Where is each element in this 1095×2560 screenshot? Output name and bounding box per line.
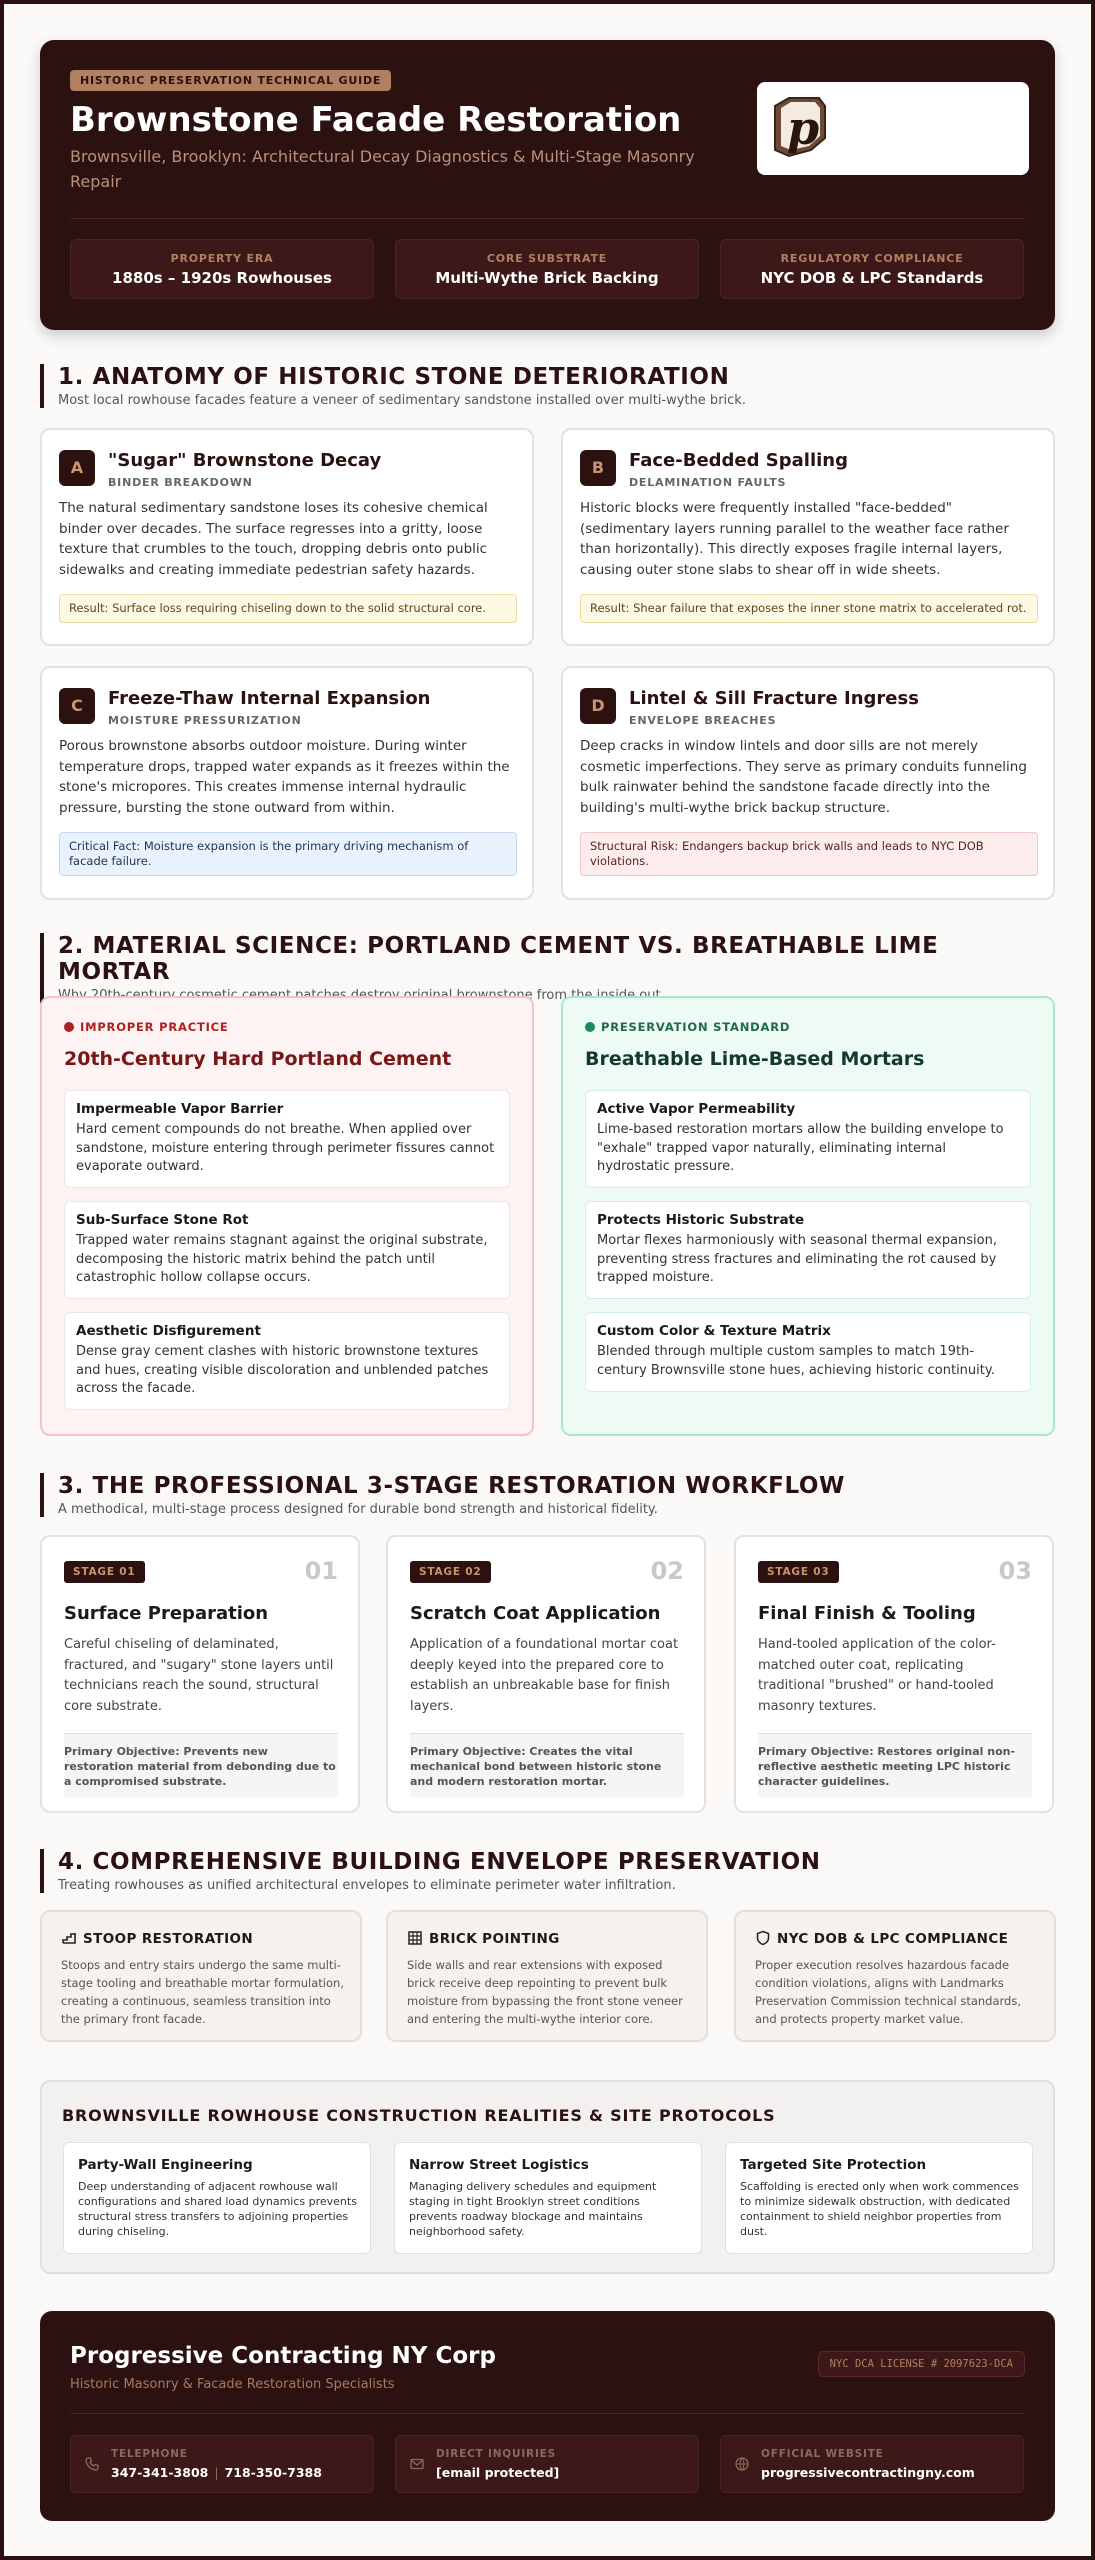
guide-tag: HISTORIC PRESERVATION TECHNICAL GUIDE [70,70,391,91]
section-workflow-heading [40,1473,1055,1517]
card-badge: B [580,450,616,486]
item-title: Custom Color & Texture Matrix [597,1323,831,1339]
panel-title: 20th-Century Hard Portland Cement [64,1048,452,1070]
item-title: Impermeable Vapor Barrier [76,1101,284,1117]
contact-website [720,2435,1024,2493]
item-title: Aesthetic Disfigurement [76,1323,261,1339]
card-title: "Sugar" Brownstone Decay [108,450,382,471]
stage-tag: STAGE 02 [410,1561,491,1583]
stage-title: Final Finish & Tooling [758,1603,976,1624]
reality-text: Deep understanding of adjacent rowhouse wall configurations and shared load dynamics prevents structural stress transfers to adjoining properties during chiseling. [78,2180,357,2238]
reality-card [725,2142,1033,2254]
section-title: 4. COMPREHENSIVE BUILDING ENVELOPE PRESERVATION [58,1849,821,1875]
footer [40,2311,1055,2521]
globe-icon [734,2456,750,2472]
item-title: Protects Historic Substrate [597,1212,805,1228]
stage-number: 02 [650,1557,684,1585]
contact-label: DIRECT INQUIRIES [436,2448,556,2460]
card-badge: C [59,688,95,724]
item-text: Lime-based restoration mortars allow the building envelope to "exhale" trapped vapor naturally, eliminating internal hydrostatic pressure. [597,1122,1004,1174]
status-dot-icon [585,1022,595,1032]
card-body: Porous brownstone absorbs outdoor moisture. During winter temperature drops, trapped water expands as it freezes within the stone's micropores. This creates immense internal hydraulic pressure, bursting the stone outward from within. [59,738,510,816]
company-tagline: Historic Masonry & Facade Restoration Specialists [70,2377,395,2392]
stage-number: 01 [304,1557,338,1585]
stage-objective: Primary Objective: Prevents new restoration material from debonding due to a compromised substrate. [64,1733,338,1797]
reality-card [394,2142,702,2254]
envelope-card-compliance [734,1910,1056,2042]
title-text: NYC DOB & LPC COMPLIANCE [777,1931,1009,1947]
title-text: STOOP RESTORATION [83,1931,254,1947]
lime-mortar-panel [561,996,1055,1436]
item-title: Active Vapor Permeability [597,1101,796,1117]
section-desc: A methodical, multi-stage process designed for durable bond strength and historical fidelity. [58,1502,658,1517]
section-desc: from [536,988,568,1003]
stage-body: Application of a foundational mortar coat deeply keyed into the prepared core to establish an unbreakable base for finish layers. [410,1637,679,1714]
card-kicker: MOISTURE PRESSURIZATION [108,714,302,727]
section-desc: Treating rowhouses as unified architectural envelopes to eliminate perimeter water infiltration. [58,1878,676,1893]
shield-icon [755,1930,771,1946]
stage-number: 03 [998,1557,1032,1585]
hero-header [40,40,1055,330]
metric-value: 1880s – 1920s Rowhouses [112,269,332,287]
envelope-card-title [61,1930,253,1947]
card-callout: Result: Surface loss requiring chiseling down to the solid structural core. [59,594,517,623]
realities-title: BROWNSVILLE ROWHOUSE CONSTRUCTION REALITIES & SITE PROTOCOLS [62,2106,776,2125]
card-badge: D [580,688,616,724]
metric-label: CORE SUBSTRATE [486,252,608,265]
metric-label: REGULATORY COMPLIANCE [780,252,964,265]
good-item [585,1312,1031,1392]
stairs-icon [61,1930,77,1946]
reality-title: Targeted Site Protection [740,2157,927,2173]
svg-text:p: p [787,101,820,155]
footer-divider [70,2413,1025,2414]
envelope-card-body: Side walls and rear extensions with exposed brick receive deep repointing to prevent bulk moisture from bypassing the front stone veneer and entering the multi-wythe interior core. [407,1958,683,2026]
section-anatomy-heading [40,364,1055,408]
status-dot-icon [64,1022,74,1032]
phone-icon [84,2456,100,2472]
stage-body: Hand-tooled application of the color-matched outer coat, replicating traditional "brushed" or hand-tooled masonry textures. [758,1637,996,1714]
bad-item [64,1312,510,1410]
metric-regulatory-compliance [720,239,1024,299]
metric-property-era [70,239,374,299]
reality-title: Narrow Street Logistics [409,2157,589,2173]
improper-practice-tag [64,1020,229,1034]
company-logo [757,82,1029,175]
phone-number-link[interactable]: 718-350-7388 [224,2465,322,2480]
anatomy-card-d [561,666,1055,900]
good-item [585,1201,1031,1299]
anatomy-card-a [40,428,534,646]
email-link[interactable]: [email protected] [436,2465,560,2480]
card-badge: A [59,450,95,486]
title-text: BRICK POINTING [429,1931,560,1947]
p-monogram-logo-icon [767,92,831,164]
envelope-card-stoop [40,1910,362,2042]
metric-value: NYC DOB & LPC Standards [760,269,984,287]
anatomy-card-b [561,428,1055,646]
bad-item [64,1090,510,1188]
header-divider [70,218,1025,219]
reality-text: Scaffolding is erected only when work commences to minimize sidewalk obstruction, with dedicated containment to shield neighbor properties from dust. [740,2180,1019,2238]
item-text: Blended through multiple custom samples to match 19th-century Brownsville stone hues, achieving historic continuity. [597,1344,995,1378]
stage-objective: Primary Objective: Creates the vital mechanical bond between historic stone and modern restoration mortar. [410,1733,684,1797]
company-name: Progressive Contracting NY Corp [70,2343,496,2369]
preservation-standard-tag [585,1020,790,1034]
contact-email [395,2435,699,2493]
realities-panel [40,2080,1055,2274]
card-body: Historic blocks were frequently installed "face-bedded" (sedimentary layers running parallel to the weather face rather than horizontally). This directly exposes fragile internal layers, causing outer stone slabs to shear off in wide sheets. [580,500,1009,578]
stage-tag: STAGE 01 [64,1561,145,1583]
anatomy-card-c [40,666,534,900]
contact-value [111,2465,322,2480]
section-title: 3. THE PROFESSIONAL 3-STAGE RESTORATION WORKFLOW [58,1473,846,1499]
stage-card-3 [734,1535,1054,1813]
section-title: 2. MATERIAL SCIENCE: PORTLAND CEMENT VS. BREATHABLE LIME MORTAR [58,933,939,985]
stage-title: Scratch Coat Application [410,1603,661,1624]
stage-tag: STAGE 03 [758,1561,839,1583]
tag-label: PRESERVATION STANDARD [601,1020,791,1034]
section-desc: Most local rowhouse facades feature a veneer of sedimentary sandstone installed over multi-wythe brick. [58,393,746,408]
item-text: Dense gray cement clashes with historic brownstone textures and hues, creating visible discoloration and unblended patches across the facade. [76,1344,489,1396]
reality-card [63,2142,371,2254]
card-title: Face-Bedded Spalling [629,450,848,471]
website-link[interactable]: progressivecontractingny.com [761,2465,975,2480]
item-title: Sub-Surface Stone Rot [76,1212,249,1228]
stage-card-2 [386,1535,706,1813]
phone-number-link[interactable]: 347-341-3808 [111,2465,209,2480]
panel-title: Breathable Lime-Based Mortars [585,1048,925,1070]
brick-grid-icon [407,1930,423,1946]
license-badge: NYC DCA LICENSE # 2097623-DCA [818,2351,1025,2377]
item-text: Trapped water remains stagnant against the original substrate, decomposing the historic matrix behind the patch until catastrophic hollow collapse occurs. [76,1233,488,1285]
section-title: 1. ANATOMY OF HISTORIC STONE DETERIORATION [58,364,730,390]
card-callout: Critical Fact: Moisture expansion is the primary driving mechanism of facade failure. [59,832,517,876]
card-title: Freeze-Thaw Internal Expansion [108,688,431,709]
reality-title: Party-Wall Engineering [78,2157,253,2173]
stage-objective: Primary Objective: Restores original non-reflective aesthetic meeting LPC historic character guidelines. [758,1733,1032,1797]
section-envelope-heading [40,1849,1055,1893]
card-kicker: ENVELOPE BREACHES [629,714,777,727]
metric-label: PROPERTY ERA [170,252,274,265]
metric-core-substrate [395,239,699,299]
card-callout: Structural Risk: Endangers backup brick walls and leads to NYC DOB violations. [580,832,1038,876]
page [4,4,1091,2556]
page-title: Brownstone Facade Restoration [70,100,682,140]
tag-label: IMPROPER PRACTICE [80,1020,229,1034]
section-material-heading [40,933,1055,1003]
stage-title: Surface Preparation [64,1603,269,1624]
stage-body: Careful chiseling of delaminated, fractured, and "sugary" stone layers until technicians reach the sound, structural core substrate. [64,1637,334,1714]
reality-text: Managing delivery schedules and equipment staging in tight Brooklyn street conditions prevents roadway blockage and maintains neighborhood safety. [409,2180,657,2238]
item-text: Mortar flexes harmoniously with seasonal thermal expansion, preventing stress fractures and eliminating the rot caused by trapped moisture. [597,1233,997,1285]
card-title: Lintel & Sill Fracture Ingress [629,688,919,709]
mail-icon [409,2456,425,2472]
contact-label: TELEPHONE [111,2448,188,2460]
card-body: Deep cracks in window lintels and door sills are not merely cosmetic imperfections. They serve as primary conduits funneling bulk rainwater behind the sandstone facade directly into the building's multi-wythe brick backup structure. [580,738,1027,816]
page-subtitle: Brownsville, Brooklyn: Architectural Decay Diagnostics & Multi-Stage Masonry Repair [70,147,695,191]
card-body: The natural sedimentary sandstone loses its cohesive chemical binder over decades. The surface regresses into a gritty, loose texture that crumbles to the touch, dropping debris onto public sidewalks and creating immediate pedestrian safety hazards. [59,500,488,578]
bad-item [64,1201,510,1299]
envelope-card-body: Proper execution resolves hazardous facade condition violations, aligns with Landmarks Preservation Commission technical standards, and protects property market value. [755,1958,1021,2026]
metric-value: Multi-Wythe Brick Backing [435,269,659,287]
good-item [585,1090,1031,1188]
separator: | [214,2465,219,2480]
envelope-card-body: Stoops and entry stairs undergo the same multi-stage tooling and breathable mortar formulation, creating a continuous, seamless transition into the primary front facade. [61,1958,344,2026]
card-callout: Result: Shear failure that exposes the inner stone matrix to accelerated rot. [580,594,1038,623]
item-text: Hard cement compounds do not breathe. When applied over sandstone, moisture entering through perimeter fissures cannot evaporate outward. [76,1122,495,1174]
envelope-card-brick [386,1910,708,2042]
contact-label: OFFICIAL WEBSITE [761,2448,884,2460]
stage-card-1 [40,1535,360,1813]
envelope-card-title [407,1930,560,1947]
card-kicker: DELAMINATION FAULTS [629,476,787,489]
card-kicker: BINDER BREAKDOWN [108,476,253,489]
envelope-card-title [755,1930,1008,1947]
portland-cement-panel [40,996,534,1436]
contact-telephone [70,2435,374,2493]
